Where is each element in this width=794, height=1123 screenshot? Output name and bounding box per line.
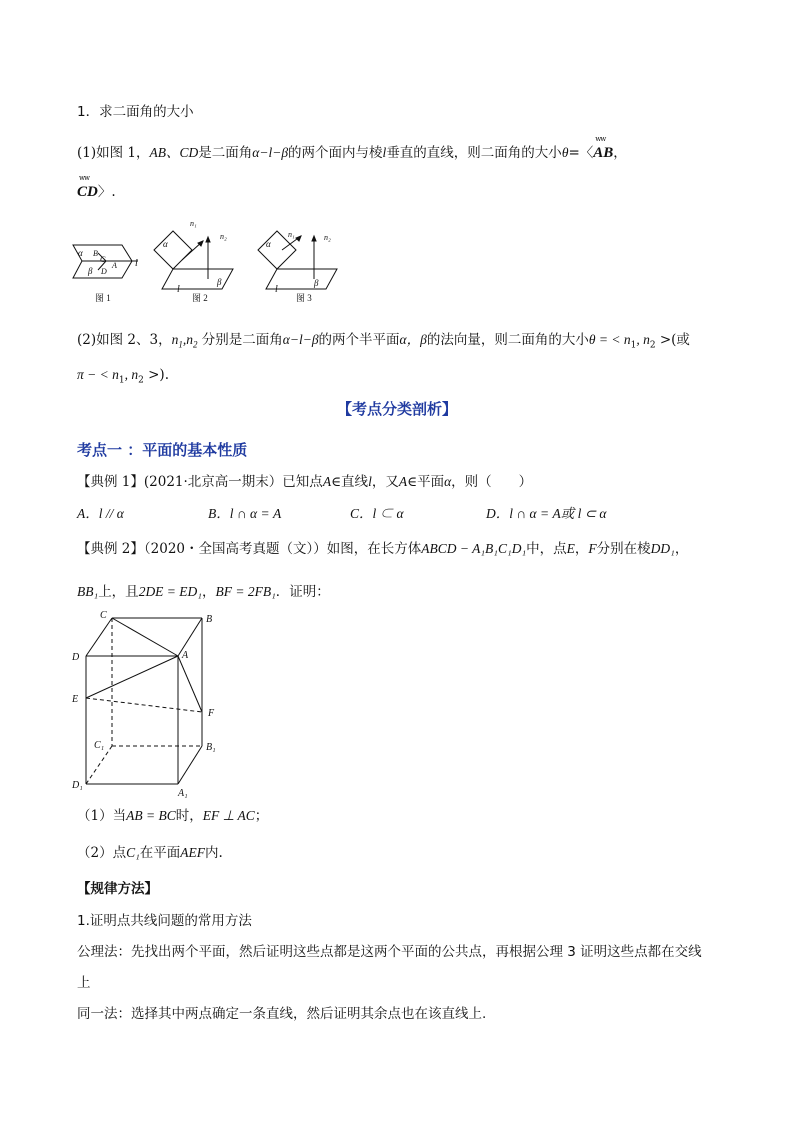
p2-text-a: (2)如图 2、3，: [77, 332, 172, 348]
edge-c1d1-hidden: [86, 746, 112, 784]
ex2-l2a: 上，且: [98, 584, 139, 600]
paragraph-1-cont: [77, 174, 116, 201]
p2-n1-letter: n: [171, 332, 179, 347]
option-c[interactable]: C．l ⊂ α: [350, 506, 404, 521]
example-2-cont: [77, 580, 330, 600]
vector-arrow-icon: ww: [595, 135, 606, 143]
p2-dihedral: α−l−β: [282, 332, 319, 347]
q2-e: 内.: [205, 845, 223, 861]
label-d: D: [72, 652, 80, 663]
ex2-f: F: [588, 541, 597, 556]
edge-cd: [86, 618, 112, 656]
q2-c: 在平面: [139, 845, 181, 861]
p2-comma: ,: [182, 332, 187, 347]
option-d[interactable]: D．l ∩ α = A或 l ⊂ α: [486, 506, 607, 521]
p1-theta: θ: [561, 145, 569, 160]
label-f: F: [208, 708, 215, 719]
q1-c: 时，: [175, 808, 203, 824]
vector-ab: [593, 135, 614, 162]
vector-ab-label: AB: [593, 145, 614, 161]
fig1-d-label: D: [101, 267, 107, 276]
fig1-l-label: l: [135, 258, 138, 269]
p2-formula-b: , n: [636, 332, 650, 347]
section-header: 【考点分类剖析】: [336, 400, 457, 418]
vector-cd-label: CD: [77, 184, 98, 200]
ex2-dd1: DD₁: [650, 541, 675, 556]
p3-sub2: 2: [138, 375, 144, 386]
p1-text-a: (1)如图 1，: [77, 145, 150, 161]
edge-a1b1: [178, 746, 202, 784]
ex2-l2b: ．证明：: [275, 584, 330, 600]
p1-ab-cd: AB、CD: [149, 145, 199, 160]
p3-end: >).: [143, 367, 169, 383]
fig1-caption: 图 1: [95, 293, 111, 303]
ex2-comma2: ，: [674, 541, 689, 557]
ex2-box: ABCD − A₁B₁C₁D₁: [421, 541, 527, 556]
vector-cd: [77, 174, 98, 201]
paragraph-2: [77, 328, 690, 351]
line-ca: [112, 618, 178, 656]
paragraph-2-cont: [77, 367, 169, 386]
q1-a: （1）当: [77, 808, 127, 824]
ex1-tail: ，则（ ）: [451, 474, 533, 490]
p2-text-f: 的两个半平面: [318, 332, 400, 348]
p3-formula-b: , n: [124, 367, 139, 382]
q2-a: （2）点: [77, 845, 127, 861]
ex2-comma: ，: [574, 541, 589, 557]
fig3-beta-label: β: [314, 278, 319, 288]
paragraph-1: [77, 135, 627, 162]
topic-sep: ：: [127, 441, 143, 459]
fig2-n2-arrow-icon: [206, 237, 210, 242]
option-b[interactable]: B．l ∩ α = A: [208, 506, 282, 521]
fig2-caption: 图 2: [192, 293, 208, 303]
p1-text-c: 是二面角: [198, 145, 253, 161]
label-a1: A₁: [178, 788, 188, 798]
fig1-a-label: A: [112, 261, 117, 270]
p2-alpha-beta: α，β: [399, 332, 427, 347]
p2-n2-letter: n: [186, 332, 193, 347]
question-1: [77, 804, 268, 824]
figure-2: [154, 219, 233, 303]
method-heading: 【规律方法】: [77, 881, 158, 897]
fig3-n2-label: n₂: [324, 233, 331, 242]
p2-text-h: 的法向量，则二面角的大小: [426, 332, 589, 348]
label-d1: D₁: [72, 780, 83, 791]
p1-end: 〉.: [97, 184, 116, 200]
p1-dihedral: α−l−β: [252, 145, 289, 160]
line-ea: [86, 656, 178, 698]
fig2-plane-alpha: [154, 231, 192, 269]
ex1-in-plane: ∈平面: [407, 474, 445, 490]
option-a[interactable]: A．l // α: [77, 506, 124, 521]
label-e: E: [72, 694, 79, 705]
figure-3: [258, 230, 337, 303]
question-2: [77, 841, 223, 861]
fig1-beta-label: β: [88, 266, 93, 276]
p1-eq: =〈: [568, 145, 594, 161]
line-ef-hidden: [86, 698, 202, 712]
section-title: 1．求二面角的大小: [77, 104, 194, 120]
p1-text-e: 的两个面内与棱: [288, 145, 383, 161]
q2-d: AEF: [180, 845, 206, 860]
fig2-l-label: l: [177, 284, 180, 295]
fig3-n2-arrow-icon: [312, 236, 316, 241]
ex1-l: l: [368, 474, 372, 489]
fig2-plane-beta: [162, 269, 233, 289]
line-af: [178, 656, 202, 712]
p2-formula-sub1: 1: [630, 340, 637, 351]
example-2: [77, 537, 688, 557]
p2-n1-sub: 1: [178, 339, 183, 350]
p1-comma: ，: [613, 145, 627, 161]
fig1-c-label: C: [100, 255, 106, 264]
ex1-in-line: ∈直线: [331, 474, 369, 490]
label-c: C: [100, 610, 107, 621]
p1-text-g: 垂直的直线，则二面角的大小: [386, 145, 562, 161]
method-subheading: 1.证明点共线问题的常用方法: [77, 913, 252, 929]
ex2-on-edge: 分别在棱: [596, 541, 651, 557]
fig1-b-label: B: [93, 249, 98, 258]
q2-b: C₁: [126, 845, 140, 860]
fig2-n1-label: n₁: [190, 219, 197, 228]
fig1-alpha-label: α: [78, 248, 83, 258]
p3-formula-a: π − < n: [77, 367, 119, 382]
cuboid-figure: [66, 606, 226, 798]
topic-title: 平面的基本性质: [142, 441, 248, 459]
q1-b: AB = BC: [126, 808, 176, 823]
vector-arrow-icon: ww: [79, 174, 89, 182]
p3-sub1: 1: [118, 375, 125, 386]
ex1-mid: ，又: [371, 474, 399, 490]
p1-l: l: [382, 145, 387, 160]
p2-n1: [171, 332, 198, 350]
example-1: [77, 470, 532, 490]
fig3-caption: 图 3: [296, 293, 312, 303]
ex2-mid: 中，点: [526, 541, 567, 557]
dihedral-figures: [70, 212, 360, 307]
label-c1: C₁: [94, 740, 105, 751]
p2-formula-c: >(或: [655, 332, 690, 348]
ex1-alpha: α: [444, 474, 452, 489]
ex1-a2: A: [398, 474, 408, 489]
ex2-src: （2020・全国高考真题（文））如图，在长方体: [143, 541, 422, 557]
method-paragraph-1-cont: 上: [77, 975, 91, 991]
ex2-cond2: BF = 2FB₁: [215, 584, 276, 599]
topic-label: 考点一: [77, 441, 123, 459]
ex2-bb1: BB₁: [77, 584, 99, 599]
ex1-src: (2021·北京高一期末）已知点: [143, 474, 323, 490]
fig3-l-label: l: [275, 284, 278, 295]
method-paragraph-2: 同一法：选择其中两点确定一条直线，然后证明其余点也在该直线上.: [77, 1006, 487, 1022]
p2-text-e: 分别是二面角: [201, 332, 283, 348]
ex2-comma3: ，: [201, 584, 216, 600]
fig3-alpha-label: α: [266, 239, 271, 249]
ex1-head: 【典例 1】: [77, 474, 144, 490]
label-b: B: [206, 614, 213, 625]
topic-heading: [77, 439, 247, 460]
method-paragraph-1: 公理法：先找出两个平面，然后证明这些点都是这两个平面的公共点，再根据公理 3 证明这些点都在交线: [77, 944, 702, 960]
fig3-n1-label: n₁: [288, 230, 295, 239]
fig2-alpha-label: α: [163, 239, 168, 249]
ex2-cond1: 2DE = ED₁: [138, 584, 202, 599]
ex2-e: E: [566, 541, 575, 556]
fig3-n1-arrow-icon: [296, 236, 301, 241]
q1-d: EF ⊥ AC: [202, 808, 255, 823]
q1-e: ；: [254, 808, 269, 824]
ex2-head: 【典例 2】: [77, 541, 144, 557]
p2-n2-sub: 2: [192, 339, 198, 350]
label-b1: B₁: [206, 742, 216, 753]
fig2-beta-label: β: [217, 277, 222, 287]
ex1-a: A: [322, 474, 332, 489]
fig2-n2-label: n₂: [220, 232, 227, 241]
label-a: A: [182, 650, 189, 661]
p2-formula-sub2: 2: [649, 340, 656, 351]
figure-1: [73, 245, 138, 303]
p2-formula-a: θ = < n: [588, 332, 631, 347]
